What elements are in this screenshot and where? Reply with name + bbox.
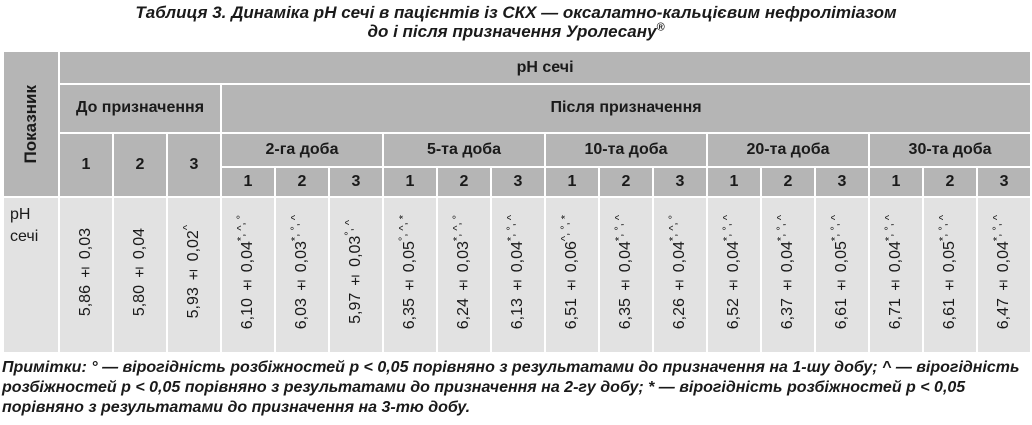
value-text xyxy=(937,214,959,335)
significance-marks: *, °, ^ xyxy=(937,214,950,241)
value-number: 6,71 ± 0,04 xyxy=(887,240,904,330)
value-number: 6,51 ± 0,06 xyxy=(563,240,580,330)
table-notes: Примітки: ° — вірогідність розбіжностей р < 0,05 порівняно з результатами до призначення на 1-шу добу; ^ — вірогідність розбіжностей р < 0,05 порівняно з результатами до призначення на 2-гу добу; * — вірогідність розбіжностей р < 0,05 порівняно з результатами до призначення на 3-тю добу. xyxy=(2,359,1020,416)
subcol-header: 2 xyxy=(761,167,815,197)
significance-marks: *, °, ^ xyxy=(883,214,896,241)
significance-marks: *, °, ^ xyxy=(505,214,518,241)
significance-marks: *, °, ^ xyxy=(289,214,302,241)
row-label-ph: pH сечі xyxy=(3,197,59,353)
significance-marks: *, °, ^ xyxy=(775,214,788,241)
value-number: 6,52 ± 0,04 xyxy=(725,240,742,330)
value-text xyxy=(829,214,851,335)
indicator-header: Показник xyxy=(21,84,40,164)
value-cell xyxy=(707,197,761,353)
significance-marks: *, °, ^ xyxy=(991,214,1004,241)
before-header: До призначення xyxy=(59,84,221,132)
value-cell xyxy=(329,197,383,353)
significance-marks: *, ^, ° xyxy=(451,214,464,241)
value-text xyxy=(235,214,257,335)
value-number: 6,35 ± 0,04 xyxy=(617,240,634,330)
value-text xyxy=(505,214,527,335)
value-cell xyxy=(167,197,221,353)
value-cell xyxy=(599,197,653,353)
value-number: 5,80 ± 0,04 xyxy=(131,227,148,317)
ph-header: pH сечі xyxy=(59,51,1031,84)
value-number: 5,97 ± 0,03 xyxy=(347,235,364,324)
significance-marks: ^ xyxy=(181,225,194,231)
value-text xyxy=(131,228,149,322)
subcol-header: 1 xyxy=(383,167,437,197)
value-text xyxy=(451,214,473,335)
significance-marks: ^, °, * xyxy=(559,214,572,241)
day-header: 30-та доба xyxy=(869,133,1031,167)
value-text xyxy=(613,214,635,335)
value-cell xyxy=(59,197,113,353)
value-text xyxy=(559,214,581,335)
title-line-2-text: до і після призначення Уролесану xyxy=(367,22,657,41)
significance-marks: *, ^, ° xyxy=(667,214,680,241)
subcol-header: 2 xyxy=(275,167,329,197)
significance-marks: *, °, ^ xyxy=(829,214,842,241)
value-text xyxy=(667,214,689,335)
value-number: 6,61 ± 0,05 xyxy=(941,240,958,330)
value-cell xyxy=(653,197,707,353)
value-text xyxy=(397,214,419,335)
value-number: 6,61 ± 0,05 xyxy=(833,240,850,330)
value-cell xyxy=(815,197,869,353)
subcol-header: 2 xyxy=(437,167,491,197)
ph-dynamics-table xyxy=(2,50,1032,354)
day-header: 20-та доба xyxy=(707,133,869,167)
subcol-header: 1 xyxy=(869,167,923,197)
value-cell xyxy=(977,197,1031,353)
subcol-header: 3 xyxy=(491,167,545,197)
significance-marks: *, °, ^ xyxy=(613,214,626,241)
value-text xyxy=(775,214,797,335)
value-number: 6,37 ± 0,04 xyxy=(779,240,796,330)
before-col-1: 1 xyxy=(59,133,113,197)
subcol-header: 3 xyxy=(653,167,707,197)
significance-marks: °, ^ xyxy=(343,220,356,236)
subcol-header: 1 xyxy=(707,167,761,197)
significance-marks: *, °, ^ xyxy=(721,214,734,241)
registered-mark: ® xyxy=(656,21,665,34)
significance-marks: *, ^, ° xyxy=(235,214,248,241)
value-number: 6,35 ± 0,05 xyxy=(401,240,418,330)
value-cell xyxy=(221,197,275,353)
subcol-header: 3 xyxy=(815,167,869,197)
value-number: 6,47 ± 0,04 xyxy=(995,240,1013,330)
value-text xyxy=(343,220,365,330)
value-number: 6,24 ± 0,03 xyxy=(455,240,472,330)
subcol-header: 1 xyxy=(545,167,599,197)
before-col-2: 2 xyxy=(113,133,167,197)
subcol-header: 3 xyxy=(977,167,1031,197)
value-text xyxy=(721,214,743,335)
value-text xyxy=(289,214,311,335)
value-cell xyxy=(545,197,599,353)
value-text xyxy=(77,228,95,322)
value-cell xyxy=(113,197,167,353)
value-number: 5,86 ± 0,03 xyxy=(77,227,94,317)
significance-marks: °, ^, * xyxy=(397,214,410,241)
value-cell xyxy=(437,197,491,353)
day-header: 10-та доба xyxy=(545,133,707,167)
table-title-line-1: Таблиця 3. Динаміка pH сечі в пацієнтів із СКХ — оксалатно-кальцієвим нефролітіазом xyxy=(135,3,897,22)
value-cell xyxy=(869,197,923,353)
value-cell xyxy=(491,197,545,353)
subcol-header: 2 xyxy=(923,167,977,197)
value-cell xyxy=(923,197,977,353)
value-number: 6,10 ± 0,04 xyxy=(239,240,256,330)
indicator-header-cell xyxy=(3,51,59,197)
after-header: Після призначення xyxy=(221,84,1031,132)
day-header: 5-та доба xyxy=(383,133,545,167)
value-text xyxy=(991,214,1013,335)
value-number: 6,26 ± 0,04 xyxy=(671,240,688,330)
day-header: 2-га доба xyxy=(221,133,383,167)
value-cell xyxy=(383,197,437,353)
value-cell xyxy=(761,197,815,353)
value-number: 6,13 ± 0,04 xyxy=(509,240,526,330)
value-text xyxy=(181,225,203,324)
value-number: 6,03 ± 0,03 xyxy=(293,240,310,330)
subcol-header: 1 xyxy=(221,167,275,197)
table-title-line-2 xyxy=(0,22,1032,42)
before-col-3: 3 xyxy=(167,133,221,197)
value-text xyxy=(883,214,905,335)
value-cell xyxy=(275,197,329,353)
value-number: 5,93 ± 0,02 xyxy=(185,230,202,319)
subcol-header: 3 xyxy=(329,167,383,197)
subcol-header: 2 xyxy=(599,167,653,197)
